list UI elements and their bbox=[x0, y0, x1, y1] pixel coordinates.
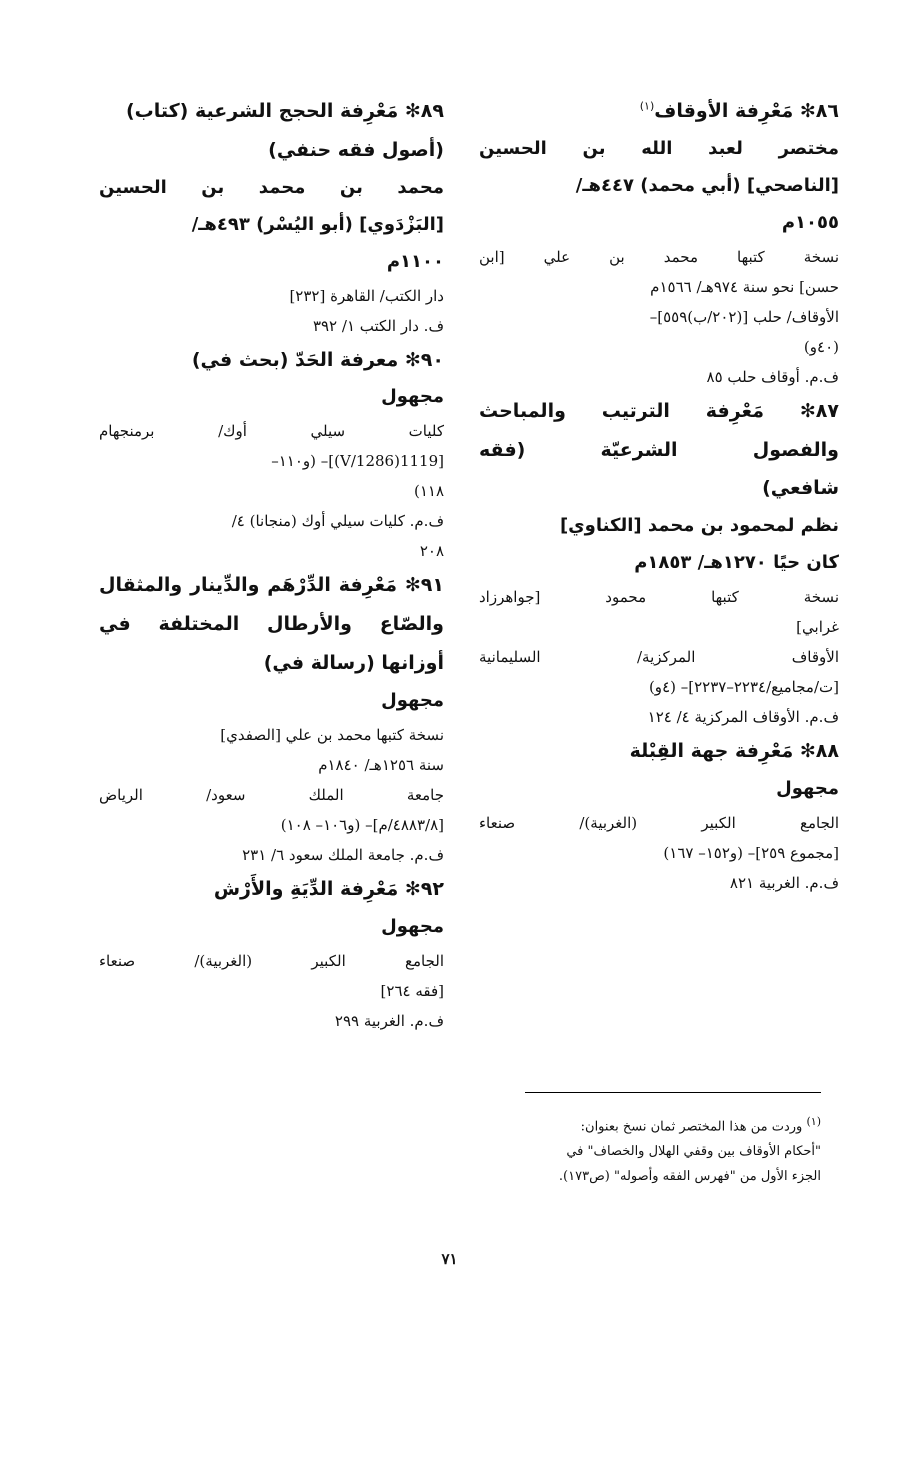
page-number: ٧١ bbox=[441, 1250, 458, 1268]
entry-author: مجهول bbox=[381, 916, 444, 938]
entry-reference: ف. دار الكتب ١/ ٣٩٢ bbox=[312, 316, 444, 335]
entry-author: مجهول bbox=[381, 690, 444, 712]
entry-reference: ٢٠٨ bbox=[419, 542, 444, 561]
footnote-marker: (١) bbox=[806, 1115, 821, 1128]
entry-copy: الأوقاف/ حلب [(٢٠٢/ب)٥٥٩]– bbox=[649, 307, 839, 326]
entry-copy: نسخة كتبها محمود [جواهرزاد bbox=[479, 588, 839, 607]
entry-title: أوزانها (رسالة في) bbox=[263, 652, 444, 675]
entry-copy: ١١٨) bbox=[413, 482, 444, 501]
entry-copy: [فقه ٢٦٤] bbox=[380, 981, 444, 1000]
entry-copy: نسخة كتبها محمد بن علي [الصفدي] bbox=[220, 726, 444, 745]
entry-91 bbox=[99, 566, 444, 870]
entry-title: ٩١✻ مَعْرِفة الدِّرْهَم والدِّينار والمثقال bbox=[99, 574, 444, 597]
entry-88 bbox=[479, 732, 839, 898]
entry-copy: نسخة كتبها محمد بن علي [ابن bbox=[479, 247, 839, 266]
entry-copy: الجامع الكبير (الغربية)/ صنعاء bbox=[479, 814, 839, 833]
entry-reference: ف.م. الأوقاف المركزية ٤/ ١٢٤ bbox=[647, 708, 839, 727]
entry-author: مجهول bbox=[776, 778, 839, 800]
entry-copy: حسن] نحو سنة ٩٧٤هـ/ ١٥٦٦م bbox=[650, 277, 839, 296]
entry-copy: غرابي] bbox=[796, 618, 839, 637]
footnote-line: الجزء الأول من "فهرس الفقه وأصوله" (ص١٧٣). bbox=[558, 1168, 821, 1184]
entry-copy: [1119(1286/V)]– (و١١٠– bbox=[271, 452, 444, 471]
left-column bbox=[99, 92, 444, 1036]
entry-copy: جامعة الملك سعود/ الرياض bbox=[99, 786, 444, 805]
entry-author: محمد بن محمد بن الحسين bbox=[99, 176, 444, 198]
entry-89 bbox=[99, 92, 444, 341]
footnote bbox=[481, 1112, 821, 1189]
entry-title: ٨٦✻ مَعْرِفة الأوقاف$^{(١)}$ bbox=[639, 99, 839, 122]
entry-copy: [ت/مجاميع/٢٢٣٤–٢٢٣٧]– (٤و) bbox=[648, 678, 839, 697]
entry-title: ٨٧✻ مَعْرِفة الترتيب والمباحث bbox=[479, 399, 839, 422]
entry-copy: سنة ١٢٥٦هـ/ ١٨٤٠م bbox=[318, 756, 444, 775]
entry-copy: كليات سيلي أوك/ برمنجهام bbox=[99, 422, 444, 441]
footnote-ref[interactable]: (١) bbox=[639, 99, 655, 113]
entry-author: مجهول bbox=[381, 386, 444, 408]
entry-reference: ف.م. أوقاف حلب ٨٥ bbox=[706, 367, 839, 386]
entry-92 bbox=[99, 870, 444, 1036]
entry-copy: دار الكتب/ القاهرة [٢٣٢] bbox=[289, 286, 444, 305]
right-column bbox=[479, 92, 839, 898]
entry-86 bbox=[479, 92, 839, 392]
entry-reference: ف.م. جامعة الملك سعود ٦/ ٢٣١ bbox=[242, 846, 444, 865]
entry-title: والصّاع والأرطال المختلفة في bbox=[99, 613, 444, 636]
entry-reference: ف.م. كليات سيلي أوك (منجانا) ٤/ bbox=[231, 512, 444, 531]
entry-title: ٨٨✻ مَعْرِفة جهة القِبْلة bbox=[629, 740, 839, 763]
entry-90 bbox=[99, 341, 444, 567]
entry-copy: (٤٠و) bbox=[803, 337, 839, 356]
entry-author: ١٠٥٥م bbox=[781, 211, 839, 233]
entry-copy: [مجموع ٢٥٩]– (و١٥٢– ١٦٧) bbox=[663, 844, 839, 863]
entry-author: [الناصحي] (أبي محمد) ٤٤٧هـ/ bbox=[575, 174, 839, 196]
entry-title: ٨٩✻ مَعْرِفة الحجج الشرعية (كتاب) bbox=[125, 100, 444, 122]
footnote-divider bbox=[525, 1092, 821, 1093]
entry-title: شافعي) bbox=[762, 477, 839, 500]
entry-title: (أصول فقه حنفي) bbox=[268, 138, 444, 161]
entry-author: كان حيًا ١٢٧٠هـ/ ١٨٥٣م bbox=[634, 552, 839, 574]
entry-reference: ف.م. الغربية ٢٩٩ bbox=[334, 1011, 444, 1030]
entry-copy: الأوقاف المركزية/ السليمانية bbox=[479, 648, 839, 667]
entry-reference: ف.م. الغربية ٨٢١ bbox=[729, 874, 839, 893]
footnote-line: $^{(١)}$ وردت من هذا المختصر ثمان نسخ بعنوان: bbox=[580, 1115, 821, 1135]
entry-author: ١١٠٠م bbox=[386, 250, 444, 272]
entry-copy: [٤٨٨٣/٨/م]– (و١٠٦– ١٠٨) bbox=[280, 816, 444, 835]
entry-title: ٩٢✻ مَعْرِفة الدِّيَةِ والأَرْش bbox=[213, 878, 444, 901]
entry-author: [البَزْدَوي] (أبو اليُسْر) ٤٩٣هـ/ bbox=[191, 213, 444, 235]
entry-title: والفصول الشرعيّة (فقه bbox=[479, 438, 839, 461]
entry-author: مختصر لعبد الله بن الحسين bbox=[479, 137, 839, 159]
entry-author: نظم لمحمود بن محمد [الكناوي] bbox=[559, 515, 839, 537]
entry-title: ٩٠✻ معرفة الحَدّ (بحث في) bbox=[191, 348, 444, 371]
entry-copy: الجامع الكبير (الغربية)/ صنعاء bbox=[99, 951, 444, 970]
entry-87 bbox=[479, 392, 839, 733]
footnote-line: "أحكام الأوقاف بين وقفي الهلال والخصاف" في bbox=[566, 1144, 821, 1160]
